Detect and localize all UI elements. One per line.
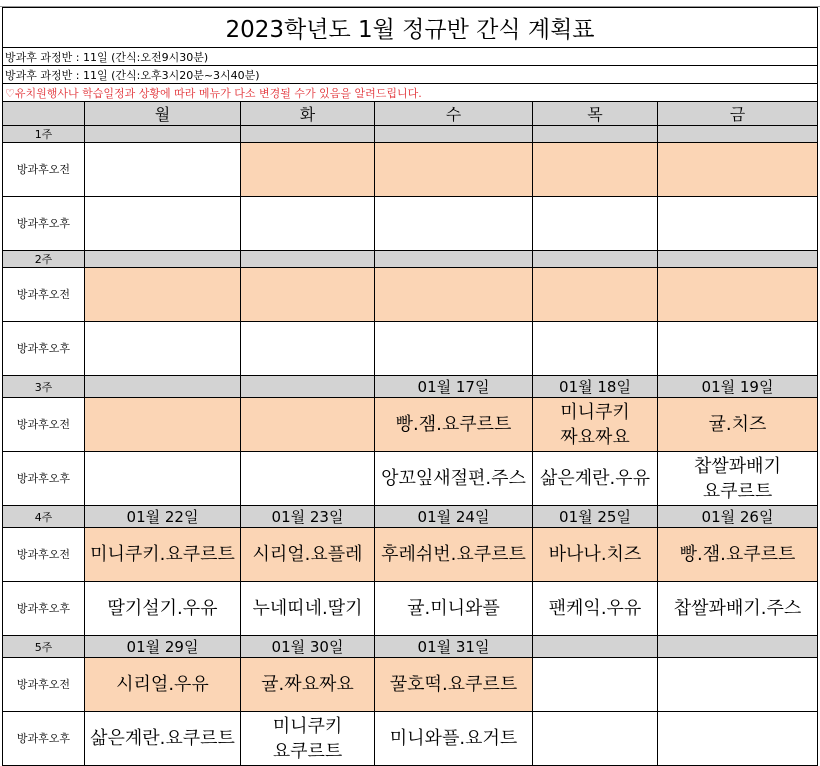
menu-cell-week4-pm-tue[interactable]: 누네띠네.딸기 (241, 582, 375, 636)
menu-cell-week5-pm-tue[interactable]: 미니쿠키 요쿠르트 (241, 712, 375, 766)
menu-cell-week3-pm-wed[interactable]: 앙꼬잎새절편.주스 (375, 452, 533, 506)
week-5-pm-row (3, 712, 818, 766)
week-4-label[interactable]: 4주 (3, 506, 85, 528)
menu-cell-week5-am-fri[interactable] (658, 658, 818, 712)
menu-cell-week4-am-mon[interactable]: 미니쿠키.요쿠르트 (85, 528, 241, 582)
menu-cell-week4-am-thu[interactable]: 바나나.치즈 (533, 528, 658, 582)
week-4-date-tue[interactable]: 01월 23일 (241, 506, 375, 528)
notice-line[interactable]: ♡유치원행사나 학습일정과 상황에 따라 메뉴가 다소 변경될 수가 있음을 알려드립니다. (3, 84, 818, 102)
menu-cell-week3-am-fri[interactable]: 귤.치즈 (658, 398, 818, 452)
slot-label-pm[interactable]: 방과후오후 (3, 322, 85, 376)
week-5-date-thu[interactable] (533, 636, 658, 658)
menu-cell-week1-am-tue[interactable] (241, 143, 375, 197)
menu-cell-week1-am-wed[interactable] (375, 143, 533, 197)
slot-label-am[interactable]: 방과후오전 (3, 143, 85, 197)
day-header-thu[interactable]: 목 (533, 102, 658, 126)
menu-cell-week1-pm-fri[interactable] (658, 197, 818, 251)
week-2-row (3, 251, 818, 268)
week-1-date-mon[interactable] (85, 126, 241, 143)
day-header-tue[interactable]: 화 (241, 102, 375, 126)
week-5-date-fri[interactable] (658, 636, 818, 658)
day-header-row (3, 102, 818, 126)
menu-cell-week2-pm-thu[interactable] (533, 322, 658, 376)
week-1-date-tue[interactable] (241, 126, 375, 143)
menu-cell-week5-pm-wed[interactable]: 미니와플.요거트 (375, 712, 533, 766)
page-title[interactable]: 2023학년도 1월 정규반 간식 계획표 (3, 8, 818, 48)
week-1-date-thu[interactable] (533, 126, 658, 143)
menu-cell-week4-pm-fri[interactable]: 찹쌀꽈배기.주스 (658, 582, 818, 636)
menu-cell-week1-am-mon[interactable] (85, 143, 241, 197)
week-5-label[interactable]: 5주 (3, 636, 85, 658)
menu-cell-week1-pm-tue[interactable] (241, 197, 375, 251)
week-1-am-row (3, 143, 818, 197)
week-2-date-wed[interactable] (375, 251, 533, 268)
menu-cell-week1-pm-wed[interactable] (375, 197, 533, 251)
slot-label-pm[interactable]: 방과후오후 (3, 582, 85, 636)
week-5-date-mon[interactable]: 01월 29일 (85, 636, 241, 658)
menu-cell-week1-pm-thu[interactable] (533, 197, 658, 251)
menu-cell-week2-am-tue[interactable] (241, 268, 375, 322)
menu-cell-week4-pm-mon[interactable]: 딸기설기.우유 (85, 582, 241, 636)
slot-label-am[interactable]: 방과후오전 (3, 398, 85, 452)
week-2-date-thu[interactable] (533, 251, 658, 268)
menu-cell-week2-pm-mon[interactable] (85, 322, 241, 376)
info-line-pm[interactable]: 방과후 과정반 : 11일 (간식:오후3시20분~3시40분) (3, 66, 818, 84)
menu-cell-week3-am-tue[interactable] (241, 398, 375, 452)
week-1-date-fri[interactable] (658, 126, 818, 143)
info-line-am[interactable]: 방과후 과정반 : 11일 (간식:오전9시30분) (3, 48, 818, 66)
day-header-wed[interactable]: 수 (375, 102, 533, 126)
week-3-date-fri[interactable]: 01월 19일 (658, 376, 818, 398)
week-4-date-mon[interactable]: 01월 22일 (85, 506, 241, 528)
corner-cell[interactable] (3, 102, 85, 126)
menu-cell-week1-pm-mon[interactable] (85, 197, 241, 251)
week-2-pm-row (3, 322, 818, 376)
week-1-pm-row (3, 197, 818, 251)
menu-cell-week3-pm-mon[interactable] (85, 452, 241, 506)
week-4-am-row (3, 528, 818, 582)
week-4-pm-row (3, 582, 818, 636)
menu-cell-week2-am-thu[interactable] (533, 268, 658, 322)
menu-cell-week3-pm-thu[interactable]: 삶은계란.우유 (533, 452, 658, 506)
week-1-date-wed[interactable] (375, 126, 533, 143)
menu-cell-week2-am-fri[interactable] (658, 268, 818, 322)
day-header-mon[interactable]: 월 (85, 102, 241, 126)
menu-cell-week3-pm-tue[interactable] (241, 452, 375, 506)
menu-cell-week2-am-wed[interactable] (375, 268, 533, 322)
week-5-am-row (3, 658, 818, 712)
menu-cell-week2-pm-wed[interactable] (375, 322, 533, 376)
menu-cell-week1-am-thu[interactable] (533, 143, 658, 197)
week-5-date-wed[interactable]: 01월 31일 (375, 636, 533, 658)
week-3-date-thu[interactable]: 01월 18일 (533, 376, 658, 398)
week-4-date-fri[interactable]: 01월 26일 (658, 506, 818, 528)
slot-label-pm[interactable]: 방과후오후 (3, 197, 85, 251)
week-2-label[interactable]: 2주 (3, 251, 85, 268)
week-4-date-thu[interactable]: 01월 25일 (533, 506, 658, 528)
week-3-label[interactable]: 3주 (3, 376, 85, 398)
slot-label-pm[interactable]: 방과후오후 (3, 712, 85, 766)
week-2-am-row (3, 268, 818, 322)
week-3-date-tue[interactable] (241, 376, 375, 398)
menu-cell-week4-am-wed[interactable]: 후레쉬번.요쿠르트 (375, 528, 533, 582)
menu-cell-week3-pm-fri[interactable]: 찹쌀꽈배기 요쿠르트 (658, 452, 818, 506)
menu-cell-week5-pm-mon[interactable]: 삶은계란.요쿠르트 (85, 712, 241, 766)
slot-label-am[interactable]: 방과후오전 (3, 268, 85, 322)
slot-label-am[interactable]: 방과후오전 (3, 528, 85, 582)
menu-cell-week2-pm-fri[interactable] (658, 322, 818, 376)
week-5-row (3, 636, 818, 658)
week-3-am-row (3, 398, 818, 452)
week-2-date-tue[interactable] (241, 251, 375, 268)
menu-cell-week5-am-tue[interactable]: 귤.짜요짜요 (241, 658, 375, 712)
day-header-fri[interactable]: 금 (658, 102, 818, 126)
menu-cell-week5-pm-fri[interactable] (658, 712, 818, 766)
menu-cell-week2-am-mon[interactable] (85, 268, 241, 322)
menu-cell-week4-pm-wed[interactable]: 귤.미니와플 (375, 582, 533, 636)
week-1-label[interactable]: 1주 (3, 126, 85, 143)
week-3-date-wed[interactable]: 01월 17일 (375, 376, 533, 398)
week-1-row (3, 126, 818, 143)
menu-cell-week5-am-thu[interactable] (533, 658, 658, 712)
week-2-date-fri[interactable] (658, 251, 818, 268)
slot-label-pm[interactable]: 방과후오후 (3, 452, 85, 506)
menu-cell-week2-pm-tue[interactable] (241, 322, 375, 376)
week-3-pm-row (3, 452, 818, 506)
menu-cell-week4-pm-thu[interactable]: 팬케익.우유 (533, 582, 658, 636)
week-4-date-wed[interactable]: 01월 24일 (375, 506, 533, 528)
menu-cell-week3-am-mon[interactable] (85, 398, 241, 452)
menu-cell-week3-am-wed[interactable]: 빵.잼.요쿠르트 (375, 398, 533, 452)
menu-cell-week5-am-mon[interactable]: 시리얼.우유 (85, 658, 241, 712)
week-4-row (3, 506, 818, 528)
menu-cell-week1-am-fri[interactable] (658, 143, 818, 197)
week-5-date-tue[interactable]: 01월 30일 (241, 636, 375, 658)
menu-cell-week4-am-fri[interactable]: 빵.잼.요쿠르트 (658, 528, 818, 582)
menu-cell-week5-am-wed[interactable]: 꿀호떡.요쿠르트 (375, 658, 533, 712)
week-3-row (3, 376, 818, 398)
snack-plan-table (2, 7, 818, 766)
menu-cell-week5-pm-thu[interactable] (533, 712, 658, 766)
week-3-date-mon[interactable] (85, 376, 241, 398)
week-2-date-mon[interactable] (85, 251, 241, 268)
slot-label-am[interactable]: 방과후오전 (3, 658, 85, 712)
top-row-strip (0, 0, 820, 7)
menu-cell-week4-am-tue[interactable]: 시리얼.요플레 (241, 528, 375, 582)
menu-cell-week3-am-thu[interactable]: 미니쿠키 짜요짜요 (533, 398, 658, 452)
